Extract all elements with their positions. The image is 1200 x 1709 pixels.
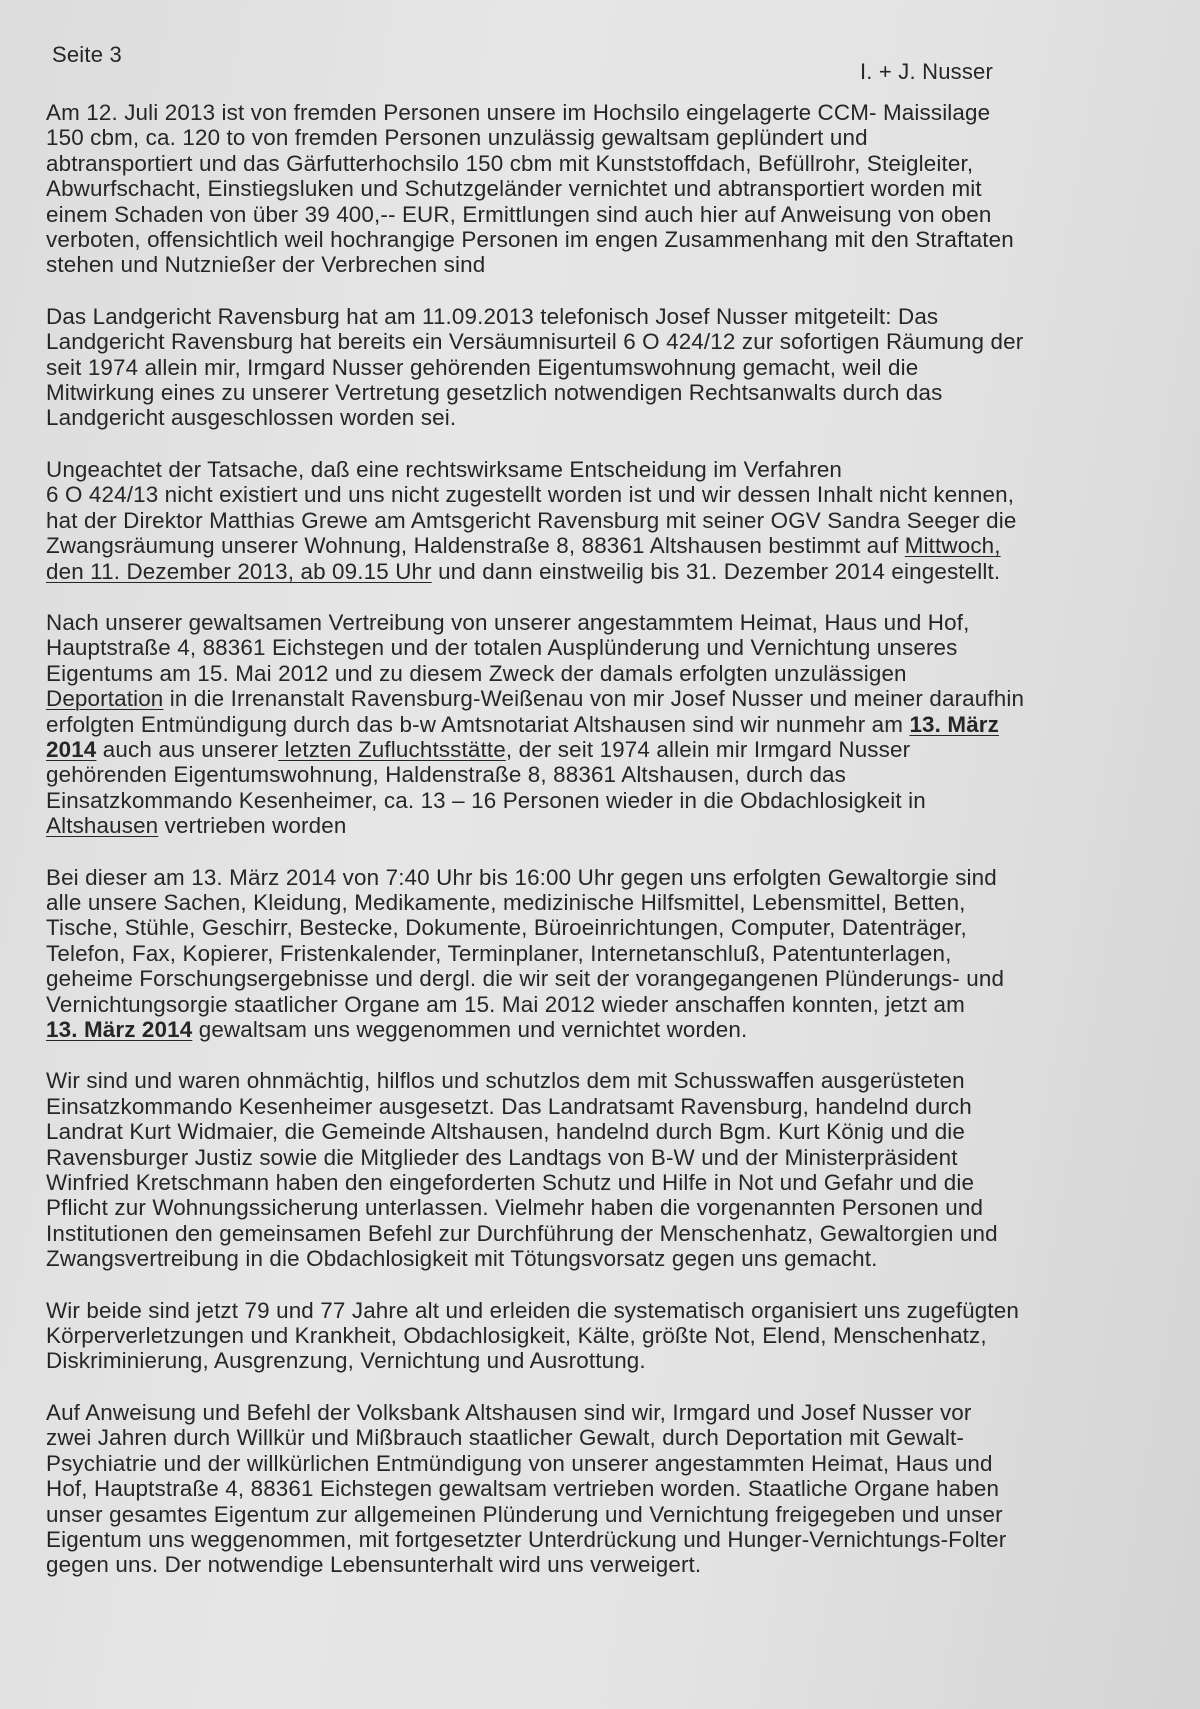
underlined-text: letzten Zufluchtsstätte (278, 736, 506, 762)
text-run: Landrat Kurt Widmaier, die Gemeinde Altshausen, handelnd durch Bgm. Kurt König und die (46, 1119, 966, 1145)
text-run: Diskriminierung, Ausgrenzung, Vernichtung und Ausrottung. (46, 1348, 646, 1374)
text-line (46, 941, 1156, 966)
text-run: Telefon, Fax, Kopierer, Fristenkalender, Terminplaner, Internetanschluß, Patentunterlagen, (46, 940, 952, 966)
paragraph (46, 304, 1156, 431)
text-run: auch aus unserer (96, 736, 279, 762)
text-run: Zwangsvertreibung in die Obdachlosigkeit mit Tötungsvorsatz gegen uns gemacht. (46, 1246, 878, 1272)
text-run: Pflicht zur Wohnungssicherung unterlassen. Vielmehr haben die vorgenannten Personen und (46, 1195, 984, 1221)
text-line (46, 1476, 1156, 1501)
text-line (46, 1221, 1156, 1246)
text-run: Institutionen den gemeinsamen Befehl zur Durchführung der Menschenhatz, Gewaltorgien und (46, 1220, 998, 1246)
text-line (46, 1348, 1156, 1373)
paragraph (46, 865, 1156, 1043)
author-initials: I. + J. Nusser (860, 59, 994, 84)
text-line (46, 788, 1156, 813)
text-line (46, 1552, 1156, 1577)
text-line (46, 1017, 1156, 1042)
text-line (46, 329, 1156, 354)
text-line (46, 1527, 1156, 1552)
text-run: 6 O 424/13 nicht existiert und uns nicht zugestellt worden ist und wir dessen Inhalt nicht kennen, (46, 482, 1015, 508)
text-run: erfolgten Entmündigung durch das b-w Amtsnotariat Altshausen sind wir nunmehr am (46, 711, 910, 737)
text-run: Einsatzkommando Kesenheimer, ca. 13 – 16 Personen wieder in die Obdachlosigkeit in (46, 787, 926, 813)
page-number: Seite 3 (52, 42, 122, 67)
text-line (46, 1195, 1156, 1220)
underlined-text: den 11. Dezember 2013, ab 09.15 Uhr (46, 558, 432, 584)
text-line (46, 635, 1156, 660)
text-line (46, 610, 1156, 635)
text-line (46, 1170, 1156, 1195)
underlined-text: Deportation (46, 686, 164, 712)
text-line (46, 966, 1156, 991)
text-line (46, 533, 1156, 558)
text-run: geheime Forschungsergebnisse und dergl. die wir seit der vorangegangenen Plünderungs- und (46, 966, 1005, 992)
text-line (46, 1425, 1156, 1450)
text-run: 150 cbm, ca. 120 to von fremden Personen unzulässig gewaltsam geplündert und (46, 125, 868, 151)
underlined-text: Mittwoch, (904, 533, 1001, 559)
text-line (46, 304, 1156, 329)
text-line (46, 737, 1156, 762)
text-run: abtransportiert und das Gärfutterhochsilo 150 cbm mit Kunststoffdach, Befüllrohr, Steigleiter, (46, 150, 974, 176)
text-run: Vernichtungsorgie staatlicher Organe am 15. Mai 2012 wieder anschaffen konnten, jetzt am (46, 991, 965, 1017)
text-line (46, 176, 1156, 201)
underlined-text: 2014 (46, 736, 97, 762)
text-line (46, 762, 1156, 787)
text-line (46, 457, 1156, 482)
text-run: stehen und Nutznießer der Verbrechen sind (46, 252, 486, 278)
text-run: Hauptstraße 4, 88361 Eichstegen und der totalen Ausplünderung und Vernichtung unseres (46, 635, 958, 661)
text-run: seit 1974 allein mir, Irmgard Nusser gehörenden Eigentumswohnung gemacht, weil die (46, 354, 919, 380)
text-run: Körperverletzungen und Krankheit, Obdachlosigkeit, Kälte, größte Not, Elend, Menschenhatz, (46, 1323, 987, 1349)
text-run: Eigentum uns weggenommen, mit fortgesetzter Unterdrückung und Hunger-Vernichtungs-Folter (46, 1526, 1007, 1552)
text-run: Landgericht Ravensburg hat bereits ein Versäumnisurteil 6 O 424/12 zur sofortigen Räumung der (46, 329, 1024, 355)
text-run: Mitwirkung eines zu unserer Vertretung gesetzlich notwendigen Rechtsanwalts durch das (46, 380, 943, 406)
text-run: unser gesamtes Eigentum zur allgemeinen Plünderung und Vernichtung freigegeben und unser (46, 1501, 1003, 1527)
text-run: Eigentums am 15. Mai 2012 und zu diesem Zweck der damals erfolgten unzulässigen (46, 660, 907, 686)
text-line (46, 1145, 1156, 1170)
text-line (46, 865, 1156, 890)
text-run: Einsatzkommando Kesenheimer ausgesetzt. Das Landratsamt Ravensburg, handelnd durch (46, 1093, 972, 1119)
text-line (46, 1094, 1156, 1119)
text-run: Winfried Kretschmann haben den eingeforderten Schutz und Hilfe in Not und Gefahr und die (46, 1170, 975, 1196)
paragraph (46, 457, 1156, 584)
text-line (46, 1502, 1156, 1527)
text-line (46, 686, 1156, 711)
paragraph (46, 610, 1156, 839)
text-run: Abwurfschacht, Einstiegsluken und Schutzgeländer vernichtet und abtransportiert worden mit (46, 176, 982, 202)
text-run: Zwangsräumung unserer Wohnung, Haldenstraße 8, 88361 Altshausen bestimmt auf (46, 533, 905, 559)
text-line (46, 482, 1156, 507)
text-run: Landgericht ausgeschlossen worden sei. (46, 405, 457, 431)
underlined-text: Altshausen (46, 813, 159, 839)
text-run: hat der Direktor Matthias Grewe am Amtsgericht Ravensburg mit seiner OGV Sandra Seeger die (46, 507, 1017, 533)
text-run: Hof, Hauptstraße 4, 88361 Eichstegen gewaltsam vertrieben worden. Staatliche Organe haben (46, 1476, 1000, 1502)
paragraph (46, 1298, 1156, 1374)
text-run: alle unsere Sachen, Kleidung, Medikamente, medizinische Hilfsmittel, Lebensmittel, Betten, (46, 889, 966, 915)
text-line (46, 559, 1156, 584)
text-run: Bei dieser am 13. März 2014 von 7:40 Uhr bis 16:00 Uhr gegen uns erfolgten Gewaltorgie sind (46, 864, 997, 890)
text-line (46, 890, 1156, 915)
text-run: gewaltsam uns weggenommen und vernichtet worden. (192, 1017, 748, 1042)
text-run: vertrieben worden (158, 813, 347, 839)
text-run: verboten, offensichtlich weil hochrangige Personen im engen Zusammenhang mit den Straftaten (46, 227, 1014, 253)
text-run: Auf Anweisung und Befehl der Volksbank Altshausen sind wir, Irmgard und Josef Nusser vor (46, 1399, 972, 1425)
text-run: Nach unserer gewaltsamen Vertreibung von unserer angestammtem Heimat, Haus und Hof, (46, 609, 970, 635)
text-line (46, 202, 1156, 227)
text-line (46, 992, 1156, 1017)
text-run: Am 12. Juli 2013 ist von fremden Personen unsere im Hochsilo eingelagerte CCM- Maissilage (46, 100, 991, 125)
paragraph (46, 1400, 1156, 1578)
text-line (46, 712, 1156, 737)
paragraph (46, 1068, 1156, 1271)
text-run: Das Landgericht Ravensburg hat am 11.09.2013 telefonisch Josef Nusser mitgeteilt: Das (46, 303, 939, 329)
text-line (46, 1323, 1156, 1348)
text-run: Wir beide sind jetzt 79 und 77 Jahre alt und erleiden die systematisch organisiert uns zugefügten (46, 1297, 1019, 1323)
text-line (46, 151, 1156, 176)
text-line (46, 1068, 1156, 1093)
text-line (46, 1400, 1156, 1425)
document-body (46, 100, 1156, 1604)
underlined-text: 13. März 2014 (46, 1017, 193, 1042)
text-line (46, 125, 1156, 150)
text-line (46, 661, 1156, 686)
text-line (46, 405, 1156, 430)
text-line (46, 1451, 1156, 1476)
text-line (46, 252, 1156, 277)
text-run: gegen uns. Der notwendige Lebensunterhalt wird uns verweigert. (46, 1552, 702, 1578)
text-run: in die Irrenanstalt Ravensburg-Weißenau von mir Josef Nusser und meiner daraufhin (163, 686, 1025, 712)
text-run: Wir sind und waren ohnmächtig, hilflos und schutzlos dem mit Schusswaffen ausgerüsteten (46, 1068, 965, 1094)
underlined-text: 13. März (909, 711, 1000, 737)
paragraph (46, 100, 1156, 278)
text-run: und dann einstweilig bis 31. Dezember 2014 eingestellt. (431, 558, 1001, 584)
text-line (46, 100, 1156, 125)
text-line (46, 355, 1156, 380)
text-line (46, 227, 1156, 252)
text-line (46, 1246, 1156, 1271)
text-line (46, 915, 1156, 940)
text-line (46, 380, 1156, 405)
text-line (46, 813, 1156, 838)
text-run: Psychiatrie und der willkürlichen Entmündigung von unserer angestammten Heimat, Haus und (46, 1450, 993, 1476)
text-line (46, 1298, 1156, 1323)
text-run: Tische, Stühle, Geschirr, Bestecke, Dokumente, Büroeinrichtungen, Computer, Datenträger, (46, 915, 967, 941)
text-run: , der seit 1974 allein mir Irmgard Nusser (505, 736, 911, 762)
text-run: gehörenden Eigentumswohnung, Haldenstraße 8, 88361 Altshausen, durch das (46, 762, 846, 788)
text-line (46, 508, 1156, 533)
text-run: einem Schaden von über 39 400,-- EUR, Ermittlungen sind auch hier auf Anweisung von oben (46, 201, 992, 227)
text-run: Ungeachtet der Tatsache, daß eine rechtswirksame Entscheidung im Verfahren (46, 456, 843, 482)
text-run: zwei Jahren durch Willkür und Mißbrauch staatlicher Gewalt, durch Deportation mit Gewalt- (46, 1425, 965, 1451)
text-line (46, 1119, 1156, 1144)
text-run: Ravensburger Justiz sowie die Mitglieder des Landtags von B-W und der Ministerpräsident (46, 1144, 958, 1170)
